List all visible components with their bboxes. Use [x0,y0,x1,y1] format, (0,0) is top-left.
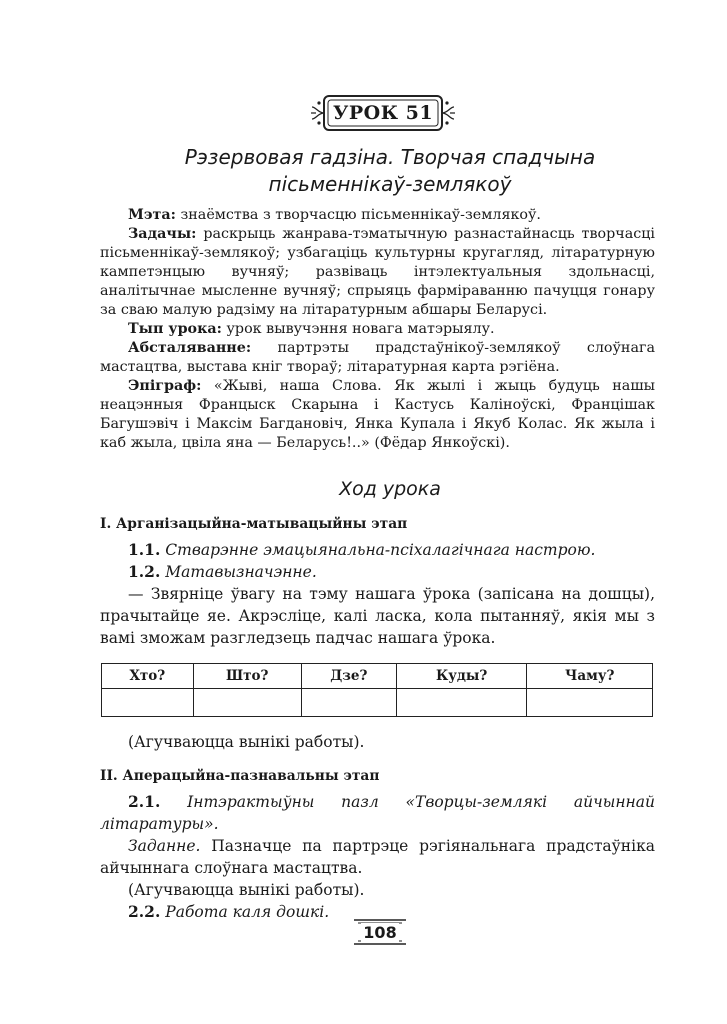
step-text: Матавызначэнне. [160,563,317,581]
lesson-body [100,513,655,923]
task-label: Заданне. [128,837,201,855]
goal-label: Мэта: [128,207,176,223]
stage-1-result: (Агучваюцца вынікі работы). [128,733,365,751]
epigraph-text: «Жыві, наша Слова. Як жылі і жыць будуць нашы неацэнныя Францыск Скарына і Кастусь Каліноўскі, Францішак Багушэвіч і Максім Багдановіч, Янка Купала і Якуб Колас. Як жыла і каб жыла, цвіла яна — Беларусь!..» (Фёдар Янкоўскі). [100,378,655,451]
epigraph-label: Эпіграф: [128,378,202,394]
stage-2-title: II. Аперацыйна-пазнавальны этап [100,768,380,784]
page-number-text: 108 [363,922,397,942]
questions-table [101,663,653,717]
step-number: 1.1. [128,540,161,559]
table-cell [527,689,653,717]
table-cell [193,689,301,717]
table-header-cell: Куды? [396,664,527,689]
epigraph [100,377,655,453]
equipment [100,339,655,377]
table-cell [301,689,396,717]
goal [100,206,655,225]
equipment-text: партрэты прадстаўнікоў-землякоў слоўнага мастацтва, выстава кніг твораў; літаратурная карта рэгіёна. [100,340,655,375]
task [100,835,655,879]
lesson-title-line-1: Рэзервовая гадзіна. Творчая спадчына [184,145,596,169]
step-text: Работа каля дошкі. [160,903,330,921]
type-label: Тып урока: [128,321,222,337]
step-text: Стварэнне эмацыянальна-псіхалагічнага настрою. [160,541,596,559]
table-header-cell: Хто? [102,664,194,689]
goal-text: знаёмства з творчасцю пісьменнікаў-землякоў. [175,207,541,223]
step-1-1 [100,539,655,561]
type-text: урок вывучэння новага матэрыялу. [221,321,495,337]
lesson-number: УРОК 51 [332,102,434,124]
lesson-title [100,144,680,198]
step-number: 1.2. [128,562,161,581]
lesson-type [100,320,655,339]
step-number: 2.1. [128,792,161,811]
table-header-row [102,664,653,689]
lesson-title-line-2: пісьменнікаў-землякоў [268,172,512,196]
table-header-cell: Дзе? [301,664,396,689]
table-header-cell: Што? [193,664,301,689]
tasks [100,225,655,320]
table-header-cell: Чаму? [527,664,653,689]
table-row [102,689,653,717]
step-text: Інтэрактыўны пазл «Творцы-землякі айчыннай літаратуры». [100,793,655,833]
page-number [348,916,412,948]
task-text: Пазначце па партрэце рэгіянальнага прадстаўніка айчыннага слоўнага мастацтва. [100,837,655,877]
section-title: Ход урока [339,478,441,500]
lesson-badge [310,93,456,133]
tasks-label: Задачы: [128,226,197,242]
table-cell [102,689,194,717]
teacher-paragraph: — Звярніце ўвагу на тэму нашага ўрока (запісана на дошцы), прачытайце яе. Акрэсліце, калі ласка, кола пытанняў, якія мы з вамі зможам разгледзець падчас нашага ўрока. [100,585,655,647]
step-number: 2.2. [128,902,161,921]
equipment-label: Абсталяванне: [128,340,252,356]
stage-2-result: (Агучваюцца вынікі работы). [128,881,365,899]
lesson-meta [100,206,655,453]
step-2-1 [100,791,655,835]
tasks-text: раскрыць жанрава-тэматычную разнастайнасць творчасці пісьменнікаў-землякоў; узбагаціць культурны кругагляд, літаратурную кампетэнцыю вучняў; развіваць інтэлектуальныя здольнасці, аналітычнае мысленне вучняў; спрыяць фарміраванню пачуцця гонару за сваю малую радзіму на літаратурным абшары Беларусі. [100,226,655,318]
stage-1-title: I. Арганізацыйна-матывацыйны этап [100,516,408,532]
table-cell [396,689,527,717]
step-1-2 [100,561,655,583]
